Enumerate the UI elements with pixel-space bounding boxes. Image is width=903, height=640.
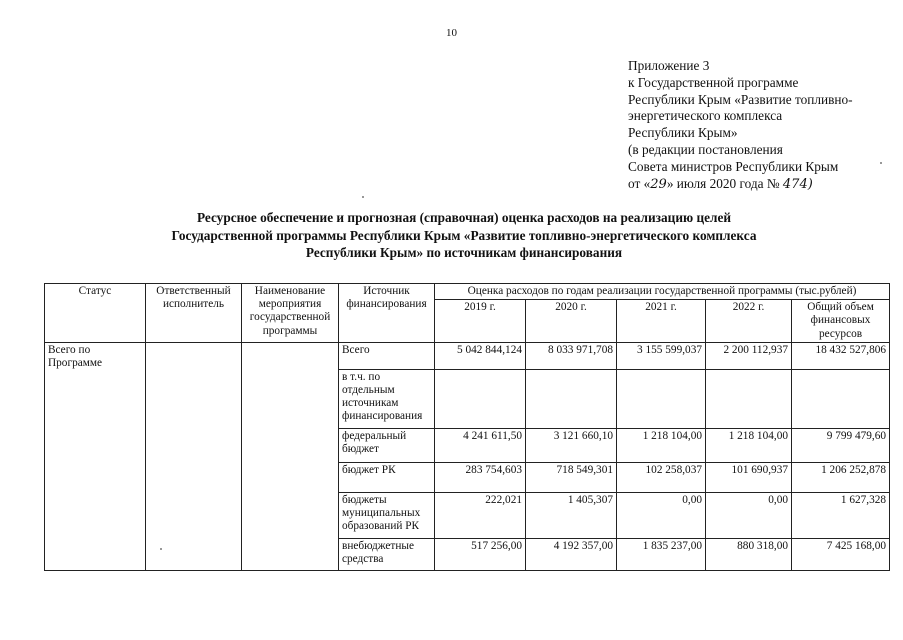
source-cell: внебюджетные средства	[339, 538, 435, 570]
handwritten-number: 474	[782, 176, 808, 192]
scan-speck	[362, 196, 364, 198]
value-total: 9 799 479,60	[792, 428, 890, 462]
value-2021: 1 835 237,00	[617, 538, 706, 570]
header-year-2019: 2019 г.	[435, 300, 526, 343]
closing-bracket-mark: )	[807, 176, 813, 192]
value-2021	[617, 369, 706, 428]
source-cell: бюджеты муниципальных образований РК	[339, 492, 435, 538]
scan-speck	[880, 162, 882, 164]
appendix-line: (в редакции постановления	[628, 141, 783, 157]
appendix-line: Приложение 3	[628, 58, 710, 73]
executor-cell	[146, 342, 242, 570]
source-cell: в т.ч. по отдельным источникам финансирования	[339, 369, 435, 428]
appendix-line: к Государственной программе	[628, 74, 799, 90]
header-year-2022: 2022 г.	[706, 300, 792, 343]
value-total: 7 425 168,00	[792, 538, 890, 570]
value-2019: 283 754,603	[435, 462, 526, 492]
header-year-2021: 2021 г.	[617, 300, 706, 343]
value-2022: 0,00	[706, 492, 792, 538]
page-number: 10	[446, 27, 457, 39]
value-total: 1 206 252,878	[792, 462, 890, 492]
measure-cell	[242, 342, 339, 570]
value-2020: 3 121 660,10	[526, 428, 617, 462]
scan-speck	[160, 548, 162, 550]
value-2021: 3 155 599,037	[617, 342, 706, 369]
source-cell: Всего	[339, 342, 435, 369]
appendix-line: энергетического комплекса	[628, 108, 783, 124]
date-middle: » июля 2020 года №	[666, 175, 780, 191]
appendix-line: Республики Крым «Развитие топливно-	[628, 91, 853, 107]
value-2020: 1 405,307	[526, 492, 617, 538]
header-year-2020: 2020 г.	[526, 300, 617, 343]
value-2022: 1 218 104,00	[706, 428, 792, 462]
handwritten-day: 29	[650, 176, 667, 192]
appendix-date-line	[628, 176, 898, 194]
title-line: Государственной программы Республики Крым «Развитие топливно-энергетического комплекса	[171, 227, 757, 243]
title-line: Республики Крым» по источникам финансирования	[305, 245, 623, 260]
value-2022: 2 200 112,937	[706, 342, 792, 369]
value-total: 1 627,328	[792, 492, 890, 538]
appendix-block	[628, 58, 898, 193]
value-total: 18 432 527,806	[792, 342, 890, 369]
date-prefix: от «	[628, 175, 651, 191]
source-cell: федеральный бюджет	[339, 428, 435, 462]
table-row	[45, 342, 890, 369]
document-title	[60, 209, 868, 262]
header-measure: Наименование мероприятия государственной программы	[242, 284, 339, 343]
header-total: Общий объем финансовых ресурсов	[792, 300, 890, 343]
value-2019: 5 042 844,124	[435, 342, 526, 369]
appendix-line: Совета министров Республики Крым	[628, 158, 839, 174]
title-line: Ресурсное обеспечение и прогнозная (справочная) оценка расходов на реализацию целей	[196, 210, 732, 225]
value-2022: 880 318,00	[706, 538, 792, 570]
value-2020: 4 192 357,00	[526, 538, 617, 570]
resources-table	[44, 283, 890, 571]
value-2019: 4 241 611,50	[435, 428, 526, 462]
value-2020: 8 033 971,708	[526, 342, 617, 369]
value-2021: 0,00	[617, 492, 706, 538]
value-2021: 1 218 104,00	[617, 428, 706, 462]
value-2019	[435, 369, 526, 428]
header-executor: Ответственный исполнитель	[146, 284, 242, 343]
value-2021: 102 258,037	[617, 462, 706, 492]
header-source: Источник финансирования	[339, 284, 435, 343]
value-2020: 718 549,301	[526, 462, 617, 492]
value-2022: 101 690,937	[706, 462, 792, 492]
value-2019: 517 256,00	[435, 538, 526, 570]
value-2022	[706, 369, 792, 428]
value-2019: 222,021	[435, 492, 526, 538]
value-total	[792, 369, 890, 428]
source-cell: бюджет РК	[339, 462, 435, 492]
table-header-row	[45, 284, 890, 300]
appendix-line: Республики Крым»	[628, 125, 738, 141]
value-2020	[526, 369, 617, 428]
header-estimate: Оценка расходов по годам реализации государственной программы (тыс.рублей)	[435, 284, 890, 300]
status-cell: Всего по Программе	[45, 342, 146, 570]
header-status: Статус	[45, 284, 146, 343]
